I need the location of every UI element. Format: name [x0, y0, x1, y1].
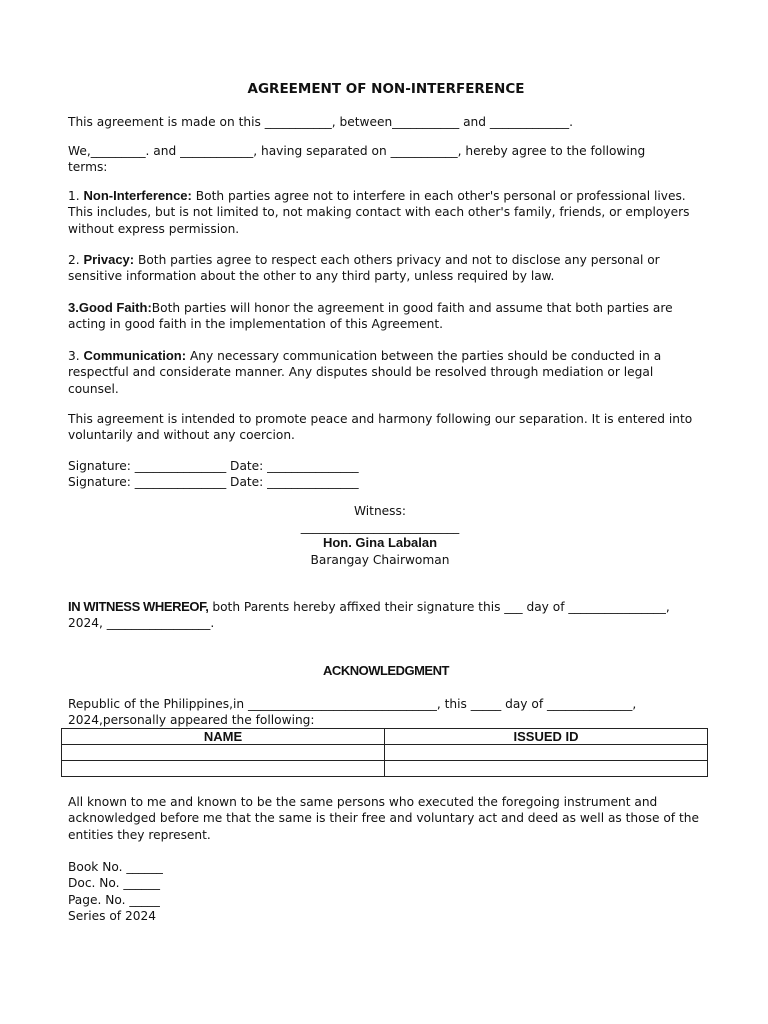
- issued-id-cell: [385, 761, 708, 777]
- clause-communication: [68, 348, 704, 397]
- clause-text: Both parties will honor the agreement in good faith and assume that both parties are acting in good faith in the implementation of this Agreement.: [68, 301, 673, 332]
- clause-text: Both parties agree not to interfere in each other's personal or professional lives. This includes, but is not limited to, not making contact with each other's family, friends, or employers without express permission.: [68, 189, 690, 236]
- clause-text: Both parties agree to respect each others privacy and not to disclose any personal or sensitive information about the other to any third party, unless required by law.: [68, 253, 660, 284]
- parties-paragraph: [68, 143, 704, 176]
- witness-signature-line: __________________________: [300, 520, 460, 534]
- acknowledgment-closing: All known to me and known to be the same persons who executed the foregoing instrument and acknowledged before me that the same is their free and voluntary act and deed as well as those of the entities they represent.: [68, 795, 699, 842]
- signature-line-2: Signature: _______________ Date: _______________: [68, 475, 359, 490]
- document-title: AGREEMENT OF NON-INTERFERENCE: [247, 81, 525, 97]
- notary-details: [68, 859, 704, 925]
- clause-heading: Privacy:: [83, 252, 135, 267]
- clause-non-interference: [68, 188, 704, 237]
- clause-number: 1.: [68, 189, 84, 203]
- in-witness-text: both Parents hereby affixed their signature this ___ day of ________________, 2024, _________________.: [68, 600, 670, 631]
- signature-line-1: Signature: _______________ Date: _______________: [68, 459, 359, 473]
- table-row: [62, 745, 708, 761]
- issued-id-column-header: ISSUED ID: [385, 729, 708, 745]
- witness-name: Hon. Gina Labalan: [322, 535, 438, 550]
- witness-position: Barangay Chairwoman: [310, 553, 450, 567]
- table-header-row: [62, 729, 708, 745]
- doc-number: Doc. No. ______: [68, 876, 160, 891]
- clause-text: Any necessary communication between the parties should be conducted in a respectful and considerate manner. Any disputes should be resolved through mediation or legal counsel.: [68, 349, 662, 396]
- table-row: [62, 761, 708, 777]
- page-number: Page. No. _____: [68, 892, 160, 907]
- acknowledgment-title: ACKNOWLEDGMENT: [323, 663, 449, 678]
- name-cell: [62, 761, 385, 777]
- clause-heading: Communication:: [83, 348, 187, 363]
- signature-block: [68, 458, 704, 491]
- clause-heading: 3.Good Faith:: [68, 300, 152, 315]
- in-witness-paragraph: [68, 599, 704, 632]
- appearance-table: [61, 728, 708, 777]
- series-year: Series of 2024: [68, 909, 156, 924]
- clause-number: 3.: [68, 349, 84, 363]
- name-column-header: NAME: [62, 729, 385, 745]
- clause-number: 2.: [68, 253, 84, 267]
- clause-privacy: [68, 252, 704, 285]
- purpose-paragraph: This agreement is intended to promote peace and harmony following our separation. It is entered into voluntarily and without any coercion.: [68, 412, 693, 443]
- clause-heading: Non-Interference:: [83, 188, 192, 203]
- acknowledgment-paragraph: Republic of the Philippines,in _______________________________, this _____ day of ______________, 2024,personally appeared the following:: [68, 697, 637, 728]
- parties-line-1: We,_________. and ____________, having separated on ___________, hereby agree to the following: [68, 144, 646, 158]
- name-cell: [62, 745, 385, 761]
- clause-good-faith: [68, 300, 704, 333]
- witness-label: Witness:: [354, 504, 406, 518]
- in-witness-heading: IN WITNESS WHEREOF,: [68, 599, 209, 614]
- book-number: Book No. ______: [68, 860, 163, 874]
- intro-paragraph: This agreement is made on this ___________, between___________ and _____________.: [68, 115, 573, 129]
- issued-id-cell: [385, 745, 708, 761]
- parties-line-2: terms:: [68, 160, 108, 175]
